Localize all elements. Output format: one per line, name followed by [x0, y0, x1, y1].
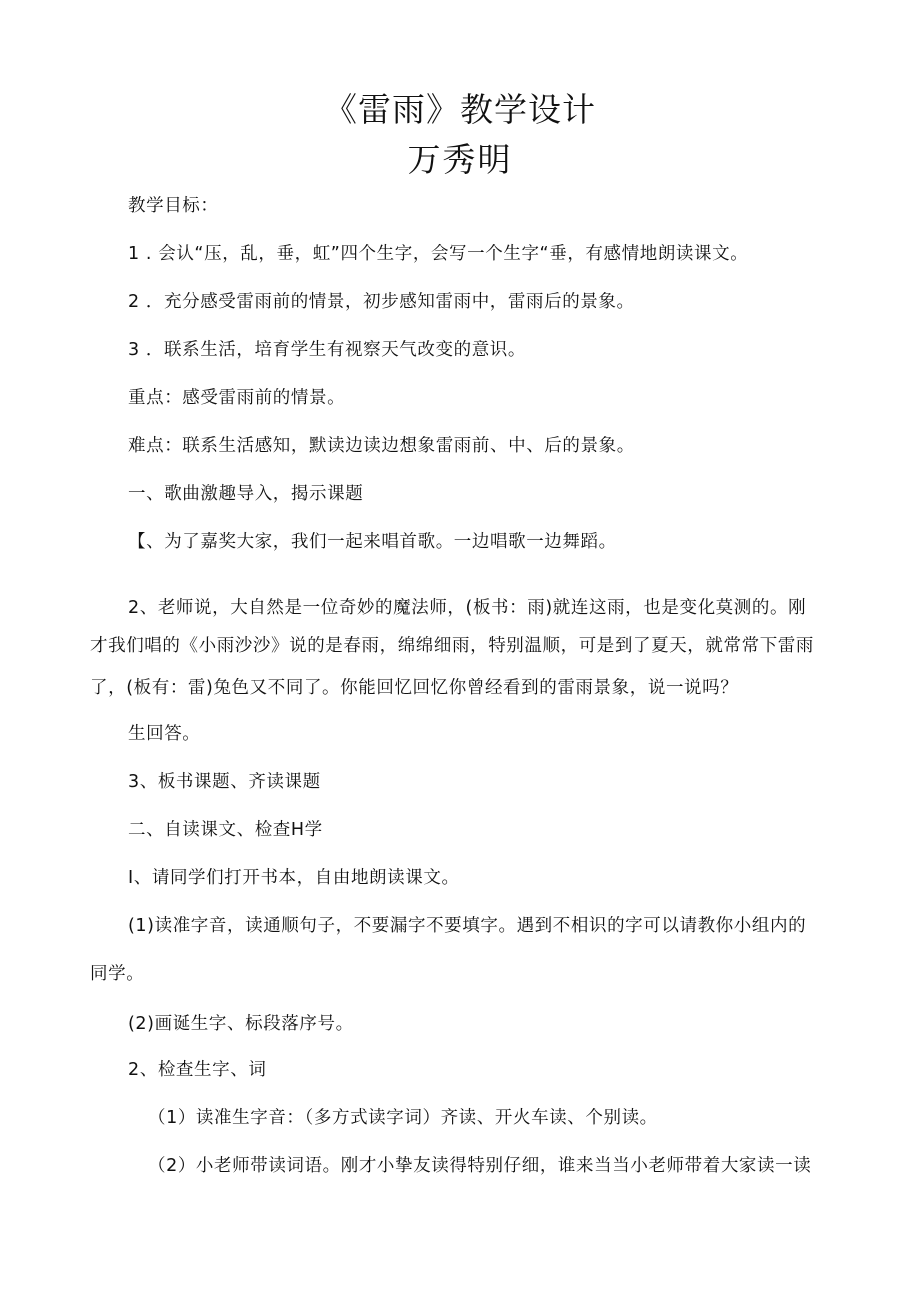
paragraph-key-point: 重点：感受雷雨前的情景。: [128, 388, 346, 408]
document-title: 《雷雨》教学设计: [324, 90, 596, 129]
paragraph-answer: 生回答。: [128, 724, 201, 744]
paragraph-check-sub-1: （1）读准生字音：（多方式读字词）齐读、开火车读、个别读。: [148, 1108, 658, 1128]
paragraph-step-2-line-3: 了，(板有：雷)兔色又不同了。你能回忆回忆你曾经看到的雷雨景象，说一说吗？: [90, 678, 739, 698]
section-heading-2: 二、自读课文、检查H学: [128, 820, 323, 840]
paragraph-check-words: 2、检查生字、词: [128, 1060, 267, 1080]
paragraph-read-1: I、请同学们打开书本，自由地朗读课文。: [128, 868, 460, 888]
paragraph-sub-2: (2)画诞生字、标段落序号。: [128, 1014, 354, 1034]
paragraph-sub-1-line-2: 同学。: [90, 964, 145, 984]
paragraph-step-3: 3、板书课题、齐读课题: [128, 772, 321, 792]
paragraph-difficulty: 难点：联系生活感知，默读边读边想象雷雨前、中、后的景象。: [128, 436, 635, 456]
paragraph-sub-1-line-1: (1)读准字音，读通顺句子，不要漏字不要填字。遇到不相识的字可以请教你小组内的: [128, 916, 807, 936]
paragraph-step-1: 【、为了嘉奖大家，我们一起来唱首歌。一边唱歌一边舞蹈。: [128, 532, 617, 552]
paragraph-step-2-line-2: 才我们唱的《小雨沙沙》说的是春雨，绵绵细雨，特别温顺，可是到了夏天，就常常下雷雨: [90, 636, 814, 656]
paragraph-objective-2: 2 ．充分感受雷雨前的情景，初步感知雷雨中，雷雨后的景象。: [128, 292, 635, 312]
paragraph-check-sub-2: （2）小老师带读词语。刚才小挚友读得特别仔细，谁来当当小老师带着大家读一读: [148, 1156, 812, 1176]
section-heading-1: 一、歌曲激趣导入，揭示课题: [128, 484, 364, 504]
document-author: 万秀明: [407, 140, 513, 179]
paragraph-objectives-heading: 教学目标：: [128, 196, 219, 216]
paragraph-step-2-line-1: 2、老师说，大自然是一位奇妙的魔法师，(板书：雨)就连这雨，也是变化莫测的。刚: [128, 598, 807, 618]
paragraph-objective-3: 3 ．联系生活，培育学生有视察天气改变的意识。: [128, 340, 526, 360]
paragraph-objective-1: 1 . 会认“压，乱，垂，虹”四个生字，会写一个生字“垂，有感情地朗读课文。: [128, 244, 749, 264]
